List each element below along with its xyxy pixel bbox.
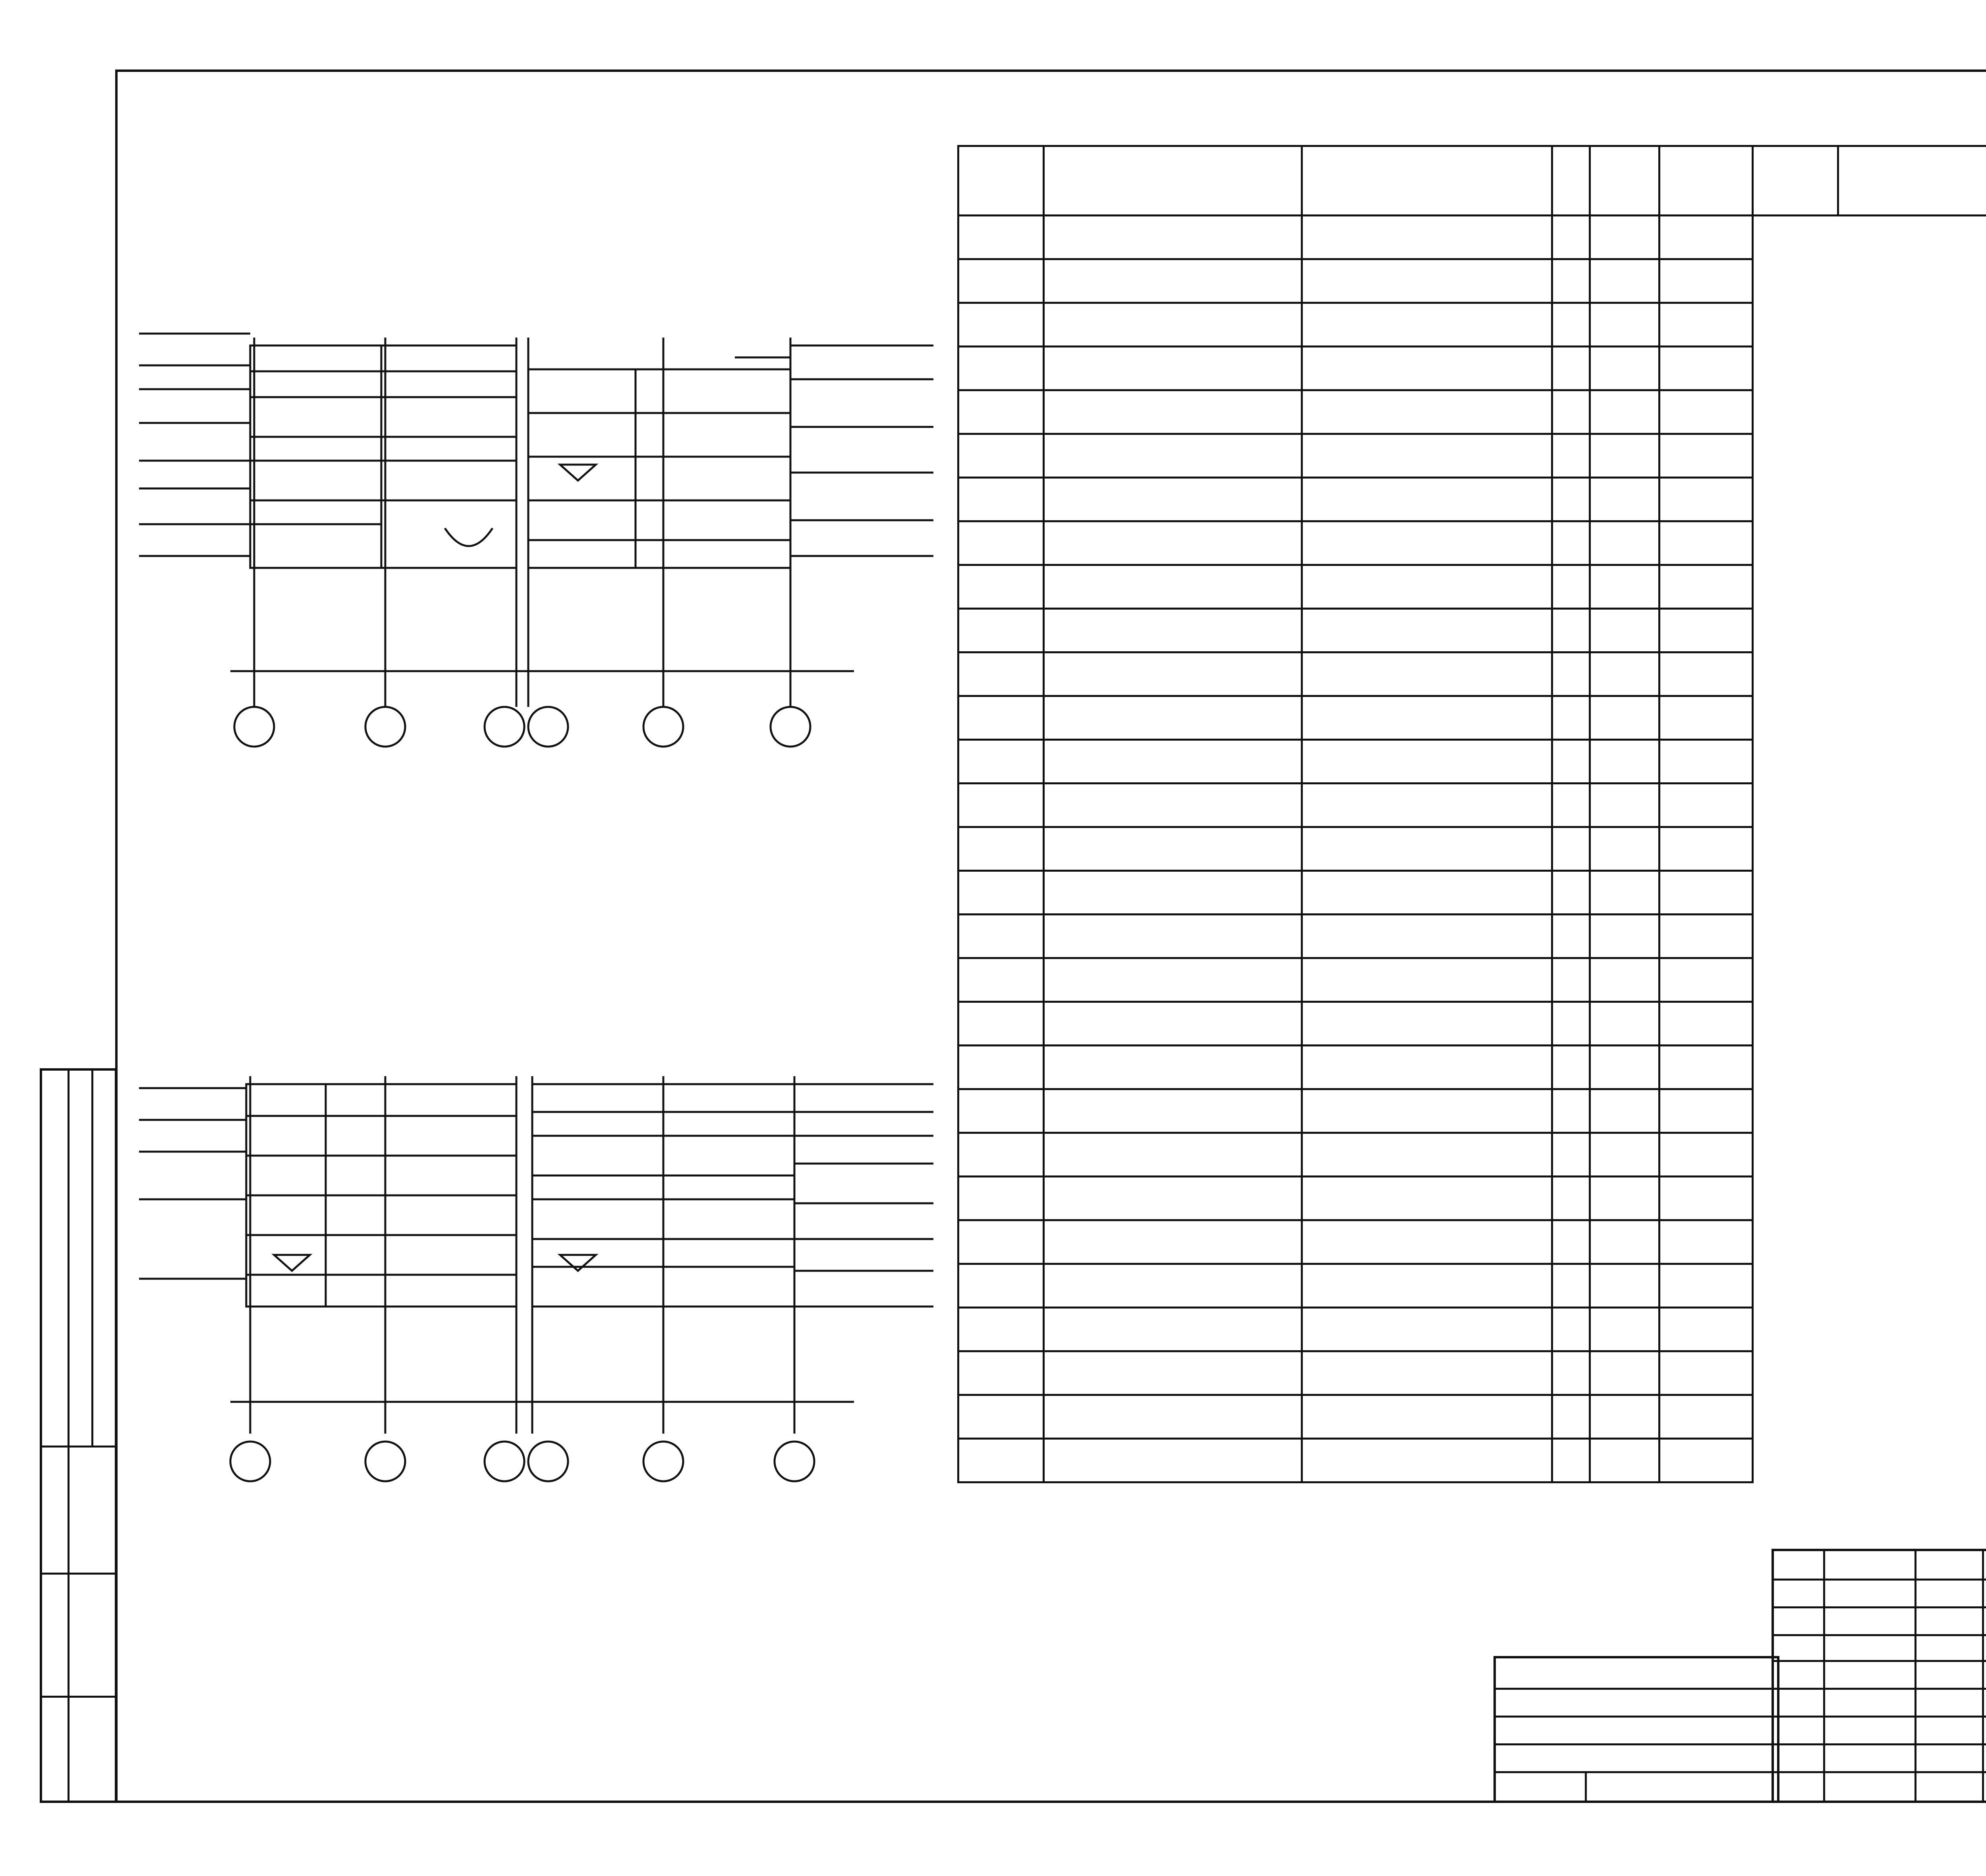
table-row (958, 565, 1753, 609)
table-row (958, 303, 1753, 347)
cell-qty (1552, 1439, 1590, 1482)
cell-designation (1044, 390, 1302, 434)
cell-designation (1044, 871, 1302, 915)
cell-mark (958, 1133, 1044, 1177)
cell-designation (1044, 1220, 1302, 1264)
cell-mark (958, 652, 1044, 696)
cell-qty (1552, 784, 1590, 827)
cell-mass (1590, 303, 1660, 347)
cell-name (1302, 478, 1552, 521)
cell-mass (1590, 521, 1660, 565)
cell-qty (1552, 1133, 1590, 1177)
cell-qty (1552, 259, 1590, 303)
cell-mass (1590, 565, 1660, 609)
cell-qty (1552, 871, 1590, 915)
cell-name (1302, 259, 1552, 303)
cell-mass (1590, 1220, 1660, 1264)
cell-designation (1044, 1133, 1302, 1177)
cell-mass (1590, 871, 1660, 915)
cell-qty (1552, 1046, 1590, 1089)
cell-mark (958, 478, 1044, 521)
spec1-header-row (958, 146, 1753, 216)
cell-note (1660, 827, 1753, 871)
cell-name (1302, 521, 1552, 565)
cell-note (1660, 1177, 1753, 1220)
cell-qty (1552, 1395, 1590, 1439)
cell-mark (958, 609, 1044, 652)
cell-mass (1590, 1264, 1660, 1308)
cell-name (1302, 871, 1552, 915)
cell-name (1302, 958, 1552, 1002)
cell-name (1302, 915, 1552, 958)
scheme-a-drawing (119, 278, 973, 834)
cell-name (1302, 1395, 1552, 1439)
cell-note (1660, 1439, 1753, 1482)
cell-mark (958, 915, 1044, 958)
cell-mass (1590, 609, 1660, 652)
cell-designation (1044, 652, 1302, 696)
cell-mark (958, 1308, 1044, 1351)
table-row (958, 1351, 1753, 1395)
cell-note (1660, 1395, 1753, 1439)
cell-mass (1590, 434, 1660, 478)
cell-name (1302, 609, 1552, 652)
cell-designation (1044, 434, 1302, 478)
table-row (958, 609, 1753, 652)
cell-note (1660, 871, 1753, 915)
cell-mark (958, 1264, 1044, 1308)
cell-note (1660, 1308, 1753, 1351)
section-row (958, 216, 1753, 259)
cell-designation (1044, 958, 1302, 1002)
cell-note (1660, 1046, 1753, 1089)
cell-designation (1044, 521, 1302, 565)
cell-qty (1552, 1264, 1590, 1308)
cell-qty (1552, 696, 1590, 740)
cell-name (1302, 1439, 1552, 1482)
cell-qty (1552, 565, 1590, 609)
table-row (958, 1133, 1753, 1177)
table-row (958, 871, 1753, 915)
cell-mark (958, 696, 1044, 740)
cell-name (1302, 784, 1552, 827)
table-row (958, 915, 1753, 958)
cell-mass (1590, 478, 1660, 521)
cell-note (1660, 521, 1753, 565)
cell-note (1660, 696, 1753, 740)
cell-name (1302, 1308, 1552, 1351)
cell-name (1302, 827, 1552, 871)
cell-qty (1552, 303, 1590, 347)
table-row (958, 740, 1753, 784)
cell-mass (1590, 1308, 1660, 1351)
table-row (958, 827, 1753, 871)
table-row (958, 1089, 1753, 1133)
cell-mass (1590, 390, 1660, 434)
cell-designation (1044, 1046, 1302, 1089)
cell-qty (1552, 1002, 1590, 1046)
cell-name (1302, 1177, 1552, 1220)
cell-qty (1552, 827, 1590, 871)
cell-mark (958, 347, 1044, 390)
spec1-table (957, 145, 1754, 1483)
cell-designation (1044, 696, 1302, 740)
cell-mass (1590, 696, 1660, 740)
cell-mass (1590, 347, 1660, 390)
cell-designation (1044, 478, 1302, 521)
table-row (958, 347, 1753, 390)
cell-note (1660, 1089, 1753, 1133)
table-row (958, 1177, 1753, 1220)
table-row (958, 521, 1753, 565)
cell-mass (1590, 915, 1660, 958)
cell-name (1302, 740, 1552, 784)
table-row (958, 478, 1753, 521)
cell-name (1302, 347, 1552, 390)
cell-mass (1590, 827, 1660, 871)
cell-note (1660, 390, 1753, 434)
cell-qty (1552, 1351, 1590, 1395)
cell-mark (958, 1351, 1044, 1395)
cell-name (1302, 652, 1552, 696)
cell-designation (1044, 609, 1302, 652)
table-row (958, 1220, 1753, 1264)
table-row (958, 259, 1753, 303)
spec2-table (1752, 145, 1986, 216)
table-row (958, 1002, 1753, 1046)
cell-name (1302, 696, 1552, 740)
table-row (958, 1395, 1753, 1439)
cell-mark (958, 827, 1044, 871)
cell-mark (958, 390, 1044, 434)
cell-name (1302, 303, 1552, 347)
cell-note (1660, 303, 1753, 347)
cell-designation (1044, 1264, 1302, 1308)
table-row (958, 1439, 1753, 1482)
cell-note (1660, 478, 1753, 521)
cell-name (1302, 1046, 1552, 1089)
cell-mass (1590, 259, 1660, 303)
cell-name (1302, 1351, 1552, 1395)
cell-mass (1590, 1089, 1660, 1133)
cell-qty (1552, 478, 1590, 521)
cell-mass (1590, 784, 1660, 827)
cell-qty (1552, 347, 1590, 390)
cell-designation (1044, 1308, 1302, 1351)
cell-note (1660, 1264, 1753, 1308)
cell-designation (1044, 1089, 1302, 1133)
cell-mark (958, 1002, 1044, 1046)
cell-note (1660, 784, 1753, 827)
cell-mark (958, 565, 1044, 609)
cell-mark (958, 740, 1044, 784)
cell-note (1660, 958, 1753, 1002)
cell-note (1660, 1220, 1753, 1264)
cell-qty (1552, 1220, 1590, 1264)
cell-note (1660, 259, 1753, 303)
cell-qty (1552, 609, 1590, 652)
table-row (958, 1308, 1753, 1351)
cell-note (1660, 1351, 1753, 1395)
table-row (958, 390, 1753, 434)
cell-mass (1590, 958, 1660, 1002)
cell-name (1302, 1264, 1552, 1308)
cell-qty (1552, 652, 1590, 696)
cell-name (1302, 565, 1552, 609)
cell-mark (958, 958, 1044, 1002)
cell-designation (1044, 1002, 1302, 1046)
cell-qty (1552, 1177, 1590, 1220)
cell-mass (1590, 1002, 1660, 1046)
cell-designation (1044, 827, 1302, 871)
cell-mark (958, 1177, 1044, 1220)
cell-mark (958, 521, 1044, 565)
cell-qty (1552, 740, 1590, 784)
table-row (958, 696, 1753, 740)
cell-mass (1590, 1046, 1660, 1089)
table-row (958, 1264, 1753, 1308)
cell-name (1302, 1220, 1552, 1264)
cell-mark (958, 1089, 1044, 1133)
cell-mark (958, 784, 1044, 827)
cell-note (1660, 652, 1753, 696)
cell-designation (1044, 915, 1302, 958)
cell-mark (958, 1046, 1044, 1089)
cell-note (1660, 565, 1753, 609)
cell-qty (1552, 958, 1590, 1002)
scheme-e-drawing (119, 1033, 973, 1529)
cell-mark (958, 303, 1044, 347)
cell-note (1660, 1133, 1753, 1177)
cell-note (1660, 1002, 1753, 1046)
cell-mark (958, 871, 1044, 915)
cell-mark (958, 434, 1044, 478)
cell-qty (1552, 1089, 1590, 1133)
cell-mass (1590, 1133, 1660, 1177)
cell-qty (1552, 521, 1590, 565)
cell-note (1660, 609, 1753, 652)
cell-name (1302, 1002, 1552, 1046)
cell-name (1302, 390, 1552, 434)
cell-name (1302, 1133, 1552, 1177)
cell-designation (1044, 259, 1302, 303)
cell-mass (1590, 1177, 1660, 1220)
cell-mass (1590, 1351, 1660, 1395)
table-row (958, 784, 1753, 827)
table-row (958, 958, 1753, 1002)
cell-mass (1590, 652, 1660, 696)
cell-mass (1590, 740, 1660, 784)
cell-designation (1044, 1351, 1302, 1395)
cell-mark (958, 259, 1044, 303)
cell-designation (1044, 303, 1302, 347)
cell-mark (958, 1395, 1044, 1439)
cell-designation (1044, 1395, 1302, 1439)
cell-mass (1590, 1439, 1660, 1482)
cell-name (1302, 1089, 1552, 1133)
cell-designation (1044, 740, 1302, 784)
table-row (958, 652, 1753, 696)
cell-qty (1552, 915, 1590, 958)
cell-name (1302, 434, 1552, 478)
cell-mark (958, 1220, 1044, 1264)
cell-note (1660, 915, 1753, 958)
cell-designation (1044, 1439, 1302, 1482)
cell-note (1660, 347, 1753, 390)
cell-qty (1552, 390, 1590, 434)
spec2-header-row (1753, 146, 1986, 216)
cell-mass (1590, 1395, 1660, 1439)
cell-note (1660, 740, 1753, 784)
cell-designation (1044, 1177, 1302, 1220)
table-row (958, 434, 1753, 478)
cell-designation (1044, 347, 1302, 390)
cell-qty (1552, 434, 1590, 478)
cell-designation (1044, 784, 1302, 827)
cell-note (1660, 434, 1753, 478)
cell-mark (958, 1439, 1044, 1482)
table-row (958, 1046, 1753, 1089)
cell-designation (1044, 565, 1302, 609)
cell-qty (1552, 1308, 1590, 1351)
